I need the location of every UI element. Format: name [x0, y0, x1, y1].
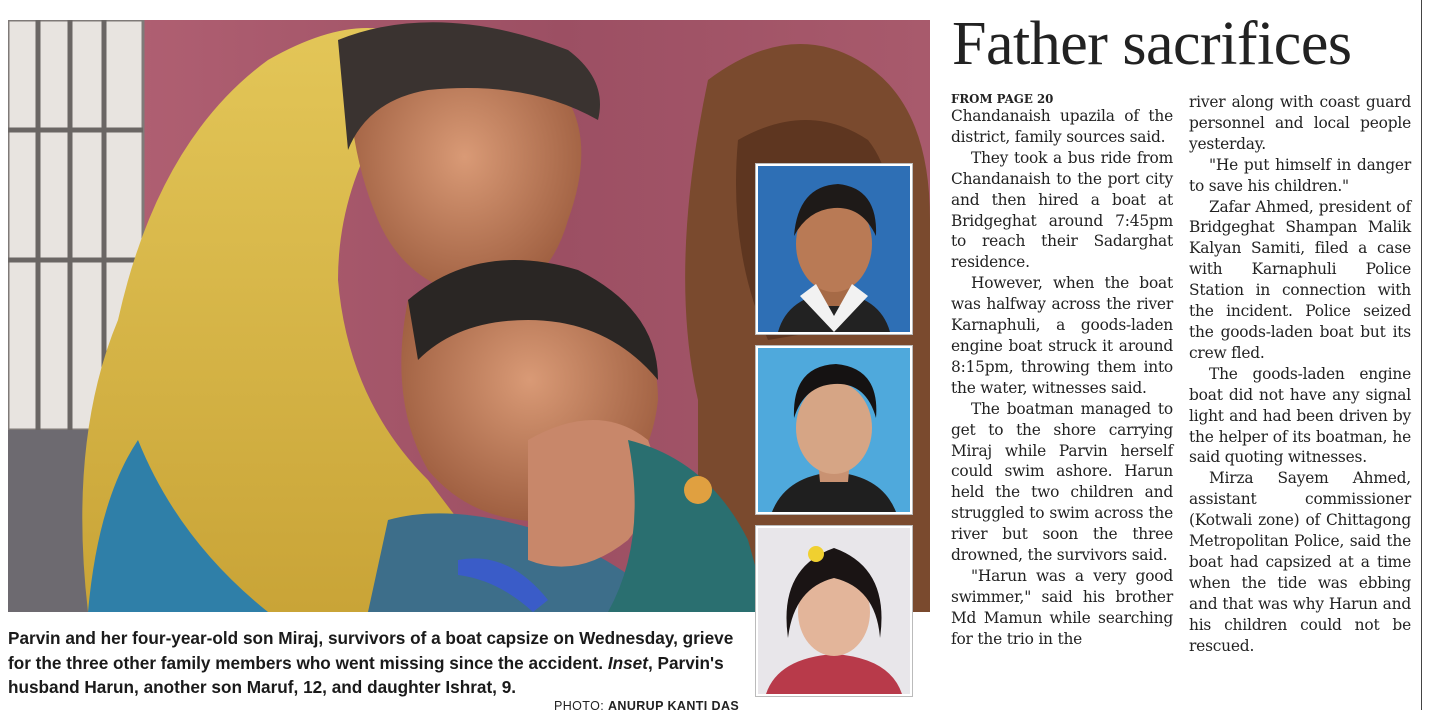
caption-main: Parvin and her four-year-old son Miraj, survivors of a boat capsize on Wednesday, grieve for the three other family members who went missing since the accident.: [8, 628, 734, 673]
inset-photo-maruf: [756, 346, 912, 514]
paragraph: However, when the boat was halfway across the river Karnaphuli, a goods-laden engine boat struck it around 8:15pm, throwing them into the water, witnesses said.: [951, 274, 1173, 397]
caption-inset-text: , Parvin's husband Harun, another son Maruf, 12, and daughter Ishrat, 9.: [8, 652, 724, 697]
paragraph: "Harun was a very good swimmer," said his brother Md Mamun while searching for the trio in the: [951, 566, 1173, 648]
inset-photo-ishrat: [756, 526, 912, 696]
headline: Father sacrifices: [952, 10, 1352, 78]
photo-credit: [554, 699, 739, 713]
inset-photo-harun: [756, 164, 912, 334]
paragraph: "He put himself in danger to save his children.": [1189, 155, 1411, 195]
article-column-2: [1189, 92, 1411, 656]
photo-caption: [8, 626, 750, 700]
paragraph: Zafar Ahmed, president of Bridgeghat Shampan Malik Kalyan Samiti, filed a case with Karnaphuli Police Station in connection with the incident. Police seized the goods-laden boat but its crew fled.: [1189, 197, 1411, 362]
paragraph: They took a bus ride from Chandanaish to the port city and then hired a boat at Bridgeghat around 7:45pm to reach their Sadarghat residence.: [951, 148, 1173, 272]
paragraph: Chandanaish upazila of the district, family sources said.: [951, 107, 1173, 146]
paragraph: river along with coast guard personnel and local people yesterday.: [1189, 93, 1411, 153]
paragraph: The boatman managed to get to the shore carrying Miraj while Parvin herself could swim ashore. Harun held the two children and struggled to swim across the river but soon the three drowned, the survivors said.: [951, 399, 1173, 565]
paragraph: The goods-laden engine boat did not have any signal light and had been driven by the helper of its boatman, he said quoting witnesses.: [1189, 364, 1411, 467]
photo-credit-label: PHOTO:: [554, 699, 605, 713]
from-page-label: FROM PAGE 20: [951, 92, 1054, 106]
paragraph: Mirza Sayem Ahmed, assistant commissioner (Kotwali zone) of Chittagong Metropolitan Police, said the boat had capsized at a time when the tide was ebbing and that was why Harun and his children could not be rescued.: [1189, 469, 1411, 655]
photo-credit-name: ANURUP KANTI DAS: [607, 699, 740, 713]
photo-area: [0, 18, 932, 713]
caption-inset-label: Inset: [607, 652, 648, 673]
column-rule: [1421, 0, 1422, 710]
article-column-1: [951, 92, 1173, 650]
